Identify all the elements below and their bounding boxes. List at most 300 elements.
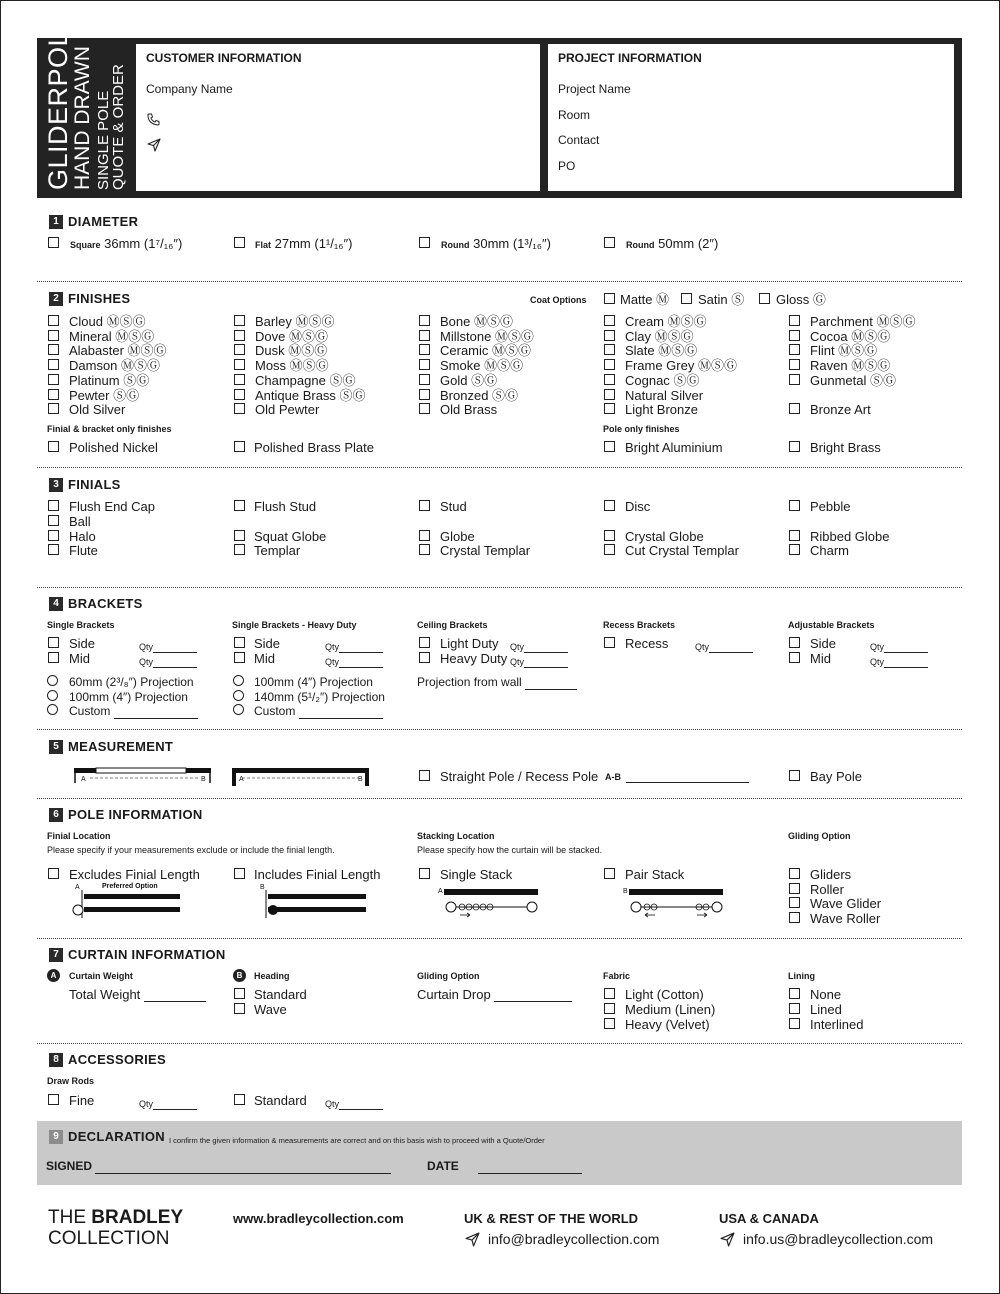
- fabric-option: Medium (Linen): [625, 1002, 716, 1017]
- finial-checkbox[interactable]: [789, 500, 800, 511]
- brand-vertical: [43, 12, 139, 190]
- stack-checkbox[interactable]: [604, 868, 615, 879]
- finial-option: Charm: [810, 543, 850, 558]
- finish-checkbox[interactable]: [234, 359, 245, 370]
- heading-option: Wave: [254, 1002, 287, 1017]
- fabric-checkbox[interactable]: [604, 988, 615, 999]
- finial-location-label: Finial Location: [47, 831, 111, 841]
- finish-checkbox[interactable]: [234, 315, 245, 326]
- finish-checkbox[interactable]: [234, 441, 245, 452]
- finish-option: Barley ⓂⓈⒼ: [255, 314, 335, 329]
- finish-option: Natural Silver: [625, 388, 704, 403]
- finish-option: Bronzed ⓈⒼ: [440, 388, 519, 403]
- bracket-mid-label: Mid: [810, 651, 831, 666]
- adjustable-brackets-label: Adjustable Brackets: [788, 620, 875, 630]
- heading-checkbox[interactable]: [234, 1003, 245, 1014]
- logo-bradley: BRADLEY: [91, 1207, 184, 1228]
- gliding-option: Wave Roller: [810, 911, 881, 926]
- stack-checkbox[interactable]: [419, 868, 430, 879]
- finish-option: Frame Grey ⓂⓈⒼ: [625, 358, 737, 373]
- lining-label: Lining: [788, 971, 815, 981]
- lining-option: None: [810, 987, 842, 1002]
- single-stack-label: Single Stack: [440, 867, 513, 882]
- finial-option: Stud: [440, 499, 467, 514]
- finish-option: Parchment ⓂⓈⒼ: [810, 314, 916, 329]
- finish-option: Ceramic ⓂⓈⒼ: [440, 343, 532, 358]
- finish-checkbox[interactable]: [234, 374, 245, 385]
- section-title-finials: FINIALS: [68, 477, 121, 492]
- finish-checkbox[interactable]: [234, 389, 245, 400]
- gliding-option: Gliders: [810, 867, 852, 882]
- measure-a-label: A: [239, 776, 244, 783]
- preferred-option-label: Preferred Option: [102, 883, 158, 890]
- finish-option: Raven ⓂⓈⒼ: [810, 358, 891, 373]
- section-title-diameter: DIAMETER: [68, 214, 139, 229]
- finial-option: Ball: [69, 514, 91, 529]
- finish-checkbox[interactable]: [789, 403, 800, 414]
- uk-label: UK & REST OF THE WORLD: [464, 1211, 639, 1226]
- finish-checkbox[interactable]: [604, 389, 615, 400]
- finial-checkbox[interactable]: [604, 544, 615, 555]
- qty-field[interactable]: Qty: [325, 640, 383, 653]
- gliding-option: Roller: [810, 882, 844, 897]
- finial-checkbox[interactable]: [604, 530, 615, 541]
- send-icon: [147, 138, 161, 152]
- finish-option: Champagne ⓈⒼ: [255, 373, 356, 388]
- curtain-drop-field[interactable]: Curtain Drop: [417, 987, 572, 1002]
- heading-checkbox[interactable]: [234, 988, 245, 999]
- finish-checkbox[interactable]: [604, 359, 615, 370]
- gliding-option-label: Gliding Option: [788, 831, 851, 841]
- gliding-checkbox[interactable]: [789, 868, 800, 879]
- us-email-link[interactable]: info.us@bradleycollection.com: [743, 1231, 934, 1247]
- room-label[interactable]: Room: [558, 108, 591, 122]
- coat-checkbox[interactable]: [759, 293, 770, 304]
- finial-option: Flute: [69, 543, 98, 558]
- projection-option: 60mm (2³/₈″) Projection: [69, 675, 194, 689]
- lining-checkbox[interactable]: [789, 1003, 800, 1014]
- section-number: 6: [49, 808, 63, 822]
- divider: [37, 467, 962, 468]
- bracket-checkbox[interactable]: [419, 637, 430, 648]
- standard-label: Standard: [254, 1093, 307, 1108]
- pair-stack-diagram: [621, 886, 731, 918]
- finial-location-note: Please specify if your measurements exclude or include the finial length.: [47, 845, 335, 855]
- finish-checkbox[interactable]: [604, 374, 615, 385]
- declaration-text: I confirm the given information & measurements are correct and on this basis wish to proceed with a Quote/Order: [169, 1136, 545, 1145]
- finish-checkbox[interactable]: [48, 315, 59, 326]
- total-weight-field[interactable]: Total Weight: [69, 987, 206, 1002]
- finish-option: Light Bronze: [625, 402, 698, 417]
- finial-option: Templar: [254, 543, 301, 558]
- finish-option: Cream ⓂⓈⒼ: [625, 314, 707, 329]
- lining-option: Interlined: [810, 1017, 864, 1032]
- measure-b-label: B: [358, 776, 363, 783]
- finial-option: Disc: [625, 499, 651, 514]
- section-number: 4: [49, 597, 63, 611]
- section-number: 2: [49, 292, 63, 306]
- recess-brackets-label: Recess Brackets: [603, 620, 676, 630]
- project-heading: PROJECT INFORMATION: [558, 51, 702, 65]
- curtain-weight-badge: A: [47, 969, 60, 982]
- coat-options-label: Coat Options: [530, 295, 587, 305]
- finial-checkbox[interactable]: [48, 515, 59, 526]
- website-link[interactable]: www.bradleycollection.com: [233, 1211, 404, 1226]
- finish-checkbox[interactable]: [48, 374, 59, 385]
- finish-checkbox[interactable]: [419, 315, 430, 326]
- stacking-location-note: Please specify how the curtain will be stacked.: [417, 845, 603, 855]
- projection-radio[interactable]: [233, 704, 244, 715]
- finial-option: Crystal Templar: [440, 543, 531, 558]
- finish-checkbox[interactable]: [604, 330, 615, 341]
- brand-doc: QUOTE & ORDER: [110, 64, 127, 190]
- diameter-checkbox[interactable]: [234, 237, 245, 248]
- single-brackets-label: Single Brackets: [47, 620, 115, 630]
- finial-checkbox[interactable]: [234, 500, 245, 511]
- diagram-a-label: A: [438, 888, 443, 895]
- finish-option: Cloud ⓂⓈⒼ: [69, 314, 146, 329]
- finial-checkbox[interactable]: [419, 500, 430, 511]
- finial-location-checkbox[interactable]: [234, 868, 245, 879]
- projection-radio[interactable]: [233, 690, 244, 701]
- finish-checkbox[interactable]: [789, 359, 800, 370]
- finish-checkbox[interactable]: [48, 359, 59, 370]
- projection-custom[interactable]: Custom: [254, 704, 383, 719]
- signed-field[interactable]: SIGNED: [46, 1159, 391, 1174]
- finish-checkbox[interactable]: [419, 374, 430, 385]
- heavy-duty-label: Heavy Duty: [440, 651, 508, 666]
- divider: [37, 587, 962, 588]
- qty-field[interactable]: Qty: [510, 640, 568, 653]
- curtain-weight-label: Curtain Weight: [69, 971, 133, 981]
- finish-option: Damson ⓂⓈⒼ: [69, 358, 161, 373]
- finish-checkbox[interactable]: [419, 389, 430, 400]
- section-number: 3: [49, 478, 63, 492]
- finial-location-checkbox[interactable]: [48, 868, 59, 879]
- heading-badge: B: [233, 969, 246, 982]
- finial-checkbox[interactable]: [604, 500, 615, 511]
- finish-option: Dove ⓂⓈⒼ: [255, 329, 328, 344]
- finish-option: Gunmetal ⓈⒼ: [810, 373, 896, 388]
- finish-option: Pewter ⓈⒼ: [69, 388, 140, 403]
- finial-bracket-only-label: Finial & bracket only finishes: [47, 424, 172, 434]
- single-stack-diagram: [436, 886, 546, 918]
- includes-label: Includes Finial Length: [254, 867, 381, 882]
- qty-field[interactable]: Qty: [139, 1097, 197, 1110]
- section-title-pole: POLE INFORMATION: [68, 807, 203, 822]
- finial-checkbox[interactable]: [419, 544, 430, 555]
- bracket-checkbox[interactable]: [604, 637, 615, 648]
- bay-pole-label: Bay Pole: [810, 769, 863, 784]
- uk-email-link[interactable]: info@bradleycollection.com: [488, 1231, 660, 1247]
- finial-checkbox[interactable]: [48, 544, 59, 555]
- diameter-checkbox[interactable]: [419, 237, 430, 248]
- section-title-finishes: FINISHES: [68, 291, 131, 306]
- bracket-side-label: Side: [69, 636, 96, 651]
- finish-option: Antique Brass ⓈⒼ: [255, 388, 366, 403]
- project-name-label[interactable]: Project Name: [558, 82, 631, 96]
- divider: [37, 938, 962, 939]
- finish-option: Bronze Art: [810, 402, 871, 417]
- section-title-declaration: DECLARATION: [68, 1129, 165, 1144]
- diameter-option: Square 36mm (1⁷/₁₆″): [70, 236, 183, 251]
- finish-option: Old Silver: [69, 402, 126, 417]
- bracket-checkbox[interactable]: [48, 652, 59, 663]
- gliding-checkbox[interactable]: [789, 883, 800, 894]
- pole-only-label: Pole only finishes: [603, 424, 680, 434]
- measurement-checkbox[interactable]: [419, 770, 430, 781]
- finish-option: Millstone ⓂⓈⒼ: [440, 329, 534, 344]
- bracket-mid-label: Mid: [69, 651, 90, 666]
- fabric-label: Fabric: [603, 971, 631, 981]
- section-number: 1: [49, 215, 63, 229]
- fabric-checkbox[interactable]: [604, 1018, 615, 1029]
- diagram-b-label: B: [260, 884, 265, 891]
- finial-checkbox[interactable]: [789, 530, 800, 541]
- gliding-checkbox[interactable]: [789, 912, 800, 923]
- finish-checkbox[interactable]: [48, 330, 59, 341]
- company-name-label[interactable]: Company Name: [146, 82, 233, 96]
- draw-rods-label: Draw Rods: [47, 1076, 95, 1086]
- projection-option: 140mm (5¹/₂″) Projection: [254, 690, 385, 704]
- draw-rod-checkbox[interactable]: [48, 1094, 59, 1105]
- qty-field[interactable]: Qty: [870, 640, 928, 653]
- curtain-gliding-label: Gliding Option: [417, 971, 480, 981]
- finish-option: Bone ⓂⓈⒼ: [440, 314, 513, 329]
- coat-option: Matte Ⓜ: [620, 292, 670, 307]
- projection-radio[interactable]: [47, 675, 58, 686]
- finish-option: Slate ⓂⓈⒼ: [625, 343, 698, 358]
- finish-option: Bright Aluminium: [625, 440, 723, 455]
- qty-field[interactable]: Qty: [695, 640, 753, 653]
- measurement-checkbox[interactable]: [789, 770, 800, 781]
- finial-checkbox[interactable]: [48, 530, 59, 541]
- straight-pole-label: Straight Pole / Recess Pole: [440, 769, 599, 784]
- section-title-measurement: MEASUREMENT: [68, 739, 174, 754]
- section-number: 7: [49, 948, 63, 962]
- bracket-side-label: Side: [254, 636, 281, 651]
- bracket-checkbox[interactable]: [789, 652, 800, 663]
- send-icon: [720, 1232, 735, 1247]
- date-field[interactable]: DATE: [427, 1159, 582, 1174]
- finial-checkbox[interactable]: [48, 500, 59, 511]
- finish-option: Polished Nickel: [69, 440, 158, 455]
- bracket-mid-label: Mid: [254, 651, 275, 666]
- finish-option: Old Brass: [440, 402, 498, 417]
- po-label[interactable]: PO: [558, 159, 576, 173]
- finish-option: Dusk ⓂⓈⒼ: [255, 343, 328, 358]
- finial-option: Halo: [69, 529, 96, 544]
- finish-checkbox[interactable]: [48, 403, 59, 414]
- finial-option: Pebble: [810, 499, 851, 514]
- finish-checkbox[interactable]: [789, 344, 800, 355]
- bracket-checkbox[interactable]: [419, 652, 430, 663]
- bracket-checkbox[interactable]: [234, 652, 245, 663]
- finial-option: Flush End Cap: [69, 499, 155, 514]
- bracket-checkbox[interactable]: [48, 637, 59, 648]
- gliding-checkbox[interactable]: [789, 897, 800, 908]
- qty-field[interactable]: Qty: [510, 655, 568, 668]
- finish-checkbox[interactable]: [419, 344, 430, 355]
- finial-checkbox[interactable]: [419, 530, 430, 541]
- finial-checkbox[interactable]: [234, 544, 245, 555]
- coat-checkbox[interactable]: [681, 293, 692, 304]
- ceiling-brackets-label: Ceiling Brackets: [417, 620, 488, 630]
- excludes-finial-diagram: [70, 880, 190, 920]
- section-title-accessories: ACCESSORIES: [68, 1052, 166, 1067]
- divider: [37, 729, 962, 730]
- fabric-option: Light (Cotton): [625, 987, 704, 1002]
- finish-checkbox[interactable]: [789, 374, 800, 385]
- section-number: 5: [49, 740, 63, 754]
- lining-checkbox[interactable]: [789, 1018, 800, 1029]
- finish-option: Polished Brass Plate: [254, 440, 374, 455]
- fabric-checkbox[interactable]: [604, 1003, 615, 1014]
- finish-checkbox[interactable]: [789, 315, 800, 326]
- send-icon: [465, 1232, 480, 1247]
- finish-checkbox[interactable]: [789, 330, 800, 341]
- measure-a-label: A: [81, 776, 86, 783]
- qty-field[interactable]: Qty: [325, 1097, 383, 1110]
- finish-checkbox[interactable]: [48, 389, 59, 400]
- finish-checkbox[interactable]: [419, 330, 430, 341]
- section-number: 8: [49, 1053, 63, 1067]
- section-title-curtain: CURTAIN INFORMATION: [68, 947, 226, 962]
- bracket-side-label: Side: [810, 636, 837, 651]
- finish-checkbox[interactable]: [419, 403, 430, 414]
- finish-checkbox[interactable]: [604, 403, 615, 414]
- diameter-checkbox[interactable]: [604, 237, 615, 248]
- projection-radio[interactable]: [47, 704, 58, 715]
- gliding-option: Wave Glider: [810, 896, 882, 911]
- divider: [37, 281, 962, 282]
- diagram-a-label: A: [75, 884, 80, 891]
- phone-icon: [147, 113, 160, 126]
- includes-finial-diagram: [256, 880, 376, 920]
- finish-checkbox[interactable]: [234, 330, 245, 341]
- section-number: 9: [49, 1130, 63, 1144]
- heading-label: Heading: [254, 971, 290, 981]
- logo-collection: COLLECTION: [48, 1228, 170, 1249]
- fine-label: Fine: [69, 1093, 95, 1108]
- finish-option: Mineral ⓂⓈⒼ: [69, 329, 155, 344]
- draw-rod-checkbox[interactable]: [234, 1094, 245, 1105]
- finish-option: Cognac ⓈⒼ: [625, 373, 700, 388]
- projection-radio[interactable]: [47, 690, 58, 701]
- brand-subtitle: HAND DRAWN: [71, 46, 94, 190]
- us-label: USA & CANADA: [719, 1211, 819, 1226]
- brand-title: GLIDERPOLE: [43, 12, 73, 190]
- lining-checkbox[interactable]: [789, 988, 800, 999]
- finial-option: Globe: [440, 529, 475, 544]
- straight-pole-diagram: [232, 766, 372, 788]
- heading-option: Standard: [254, 987, 307, 1002]
- heavy-brackets-label: Single Brackets - Heavy Duty: [232, 620, 357, 630]
- finial-option: Flush Stud: [254, 499, 317, 514]
- divider: [37, 798, 962, 799]
- projection-option: 100mm (4″) Projection: [254, 675, 373, 689]
- finish-option: Bright Brass: [810, 440, 881, 455]
- bracket-checkbox[interactable]: [234, 637, 245, 648]
- coat-checkbox[interactable]: [604, 293, 615, 304]
- finish-option: Clay ⓂⓈⒼ: [625, 329, 694, 344]
- finish-checkbox[interactable]: [604, 344, 615, 355]
- excludes-label: Excludes Finial Length: [69, 867, 200, 882]
- finish-option: Cocoa ⓂⓈⒼ: [810, 329, 891, 344]
- finial-option: Cut Crystal Templar: [625, 543, 739, 558]
- ab-label: A-B: [605, 772, 621, 782]
- diameter-option: Round 50mm (2″): [626, 236, 719, 251]
- stacking-location-label: Stacking Location: [417, 831, 495, 841]
- finish-checkbox[interactable]: [419, 359, 430, 370]
- projection-custom[interactable]: Custom: [69, 704, 198, 719]
- projection-option: 100mm (4″) Projection: [69, 690, 188, 704]
- finish-checkbox[interactable]: [48, 344, 59, 355]
- qty-field[interactable]: Qty: [325, 655, 383, 668]
- diameter-option: Round 30mm (1³/₁₆″): [441, 236, 551, 251]
- qty-field[interactable]: Qty: [139, 655, 197, 668]
- finish-option: Moss ⓂⓈⒼ: [255, 358, 329, 373]
- customer-heading: CUSTOMER INFORMATION: [146, 51, 302, 65]
- coat-option: Gloss Ⓖ: [776, 292, 826, 307]
- diameter-option: Flat 27mm (1¹/₁₆″): [255, 236, 353, 251]
- finish-checkbox[interactable]: [604, 441, 615, 452]
- finish-option: Platinum ⓈⒼ: [69, 373, 150, 388]
- finish-checkbox[interactable]: [234, 344, 245, 355]
- measure-b-label: B: [201, 776, 206, 783]
- recess-label: Recess: [625, 636, 669, 651]
- finial-option: Crystal Globe: [625, 529, 704, 544]
- ab-field[interactable]: [626, 770, 749, 783]
- diagram-b-label: B: [623, 888, 628, 895]
- lining-option: Lined: [810, 1002, 842, 1017]
- recess-pole-diagram: [74, 766, 214, 786]
- declaration-panel: [37, 1121, 962, 1185]
- finial-option: Ribbed Globe: [810, 529, 890, 544]
- finish-option: Smoke ⓂⓈⒼ: [440, 358, 524, 373]
- contact-label[interactable]: Contact: [558, 133, 600, 147]
- light-duty-label: Light Duty: [440, 636, 499, 651]
- finish-checkbox[interactable]: [789, 441, 800, 452]
- finish-option: Gold ⓈⒼ: [440, 373, 498, 388]
- section-title-brackets: BRACKETS: [68, 596, 143, 611]
- qty-field[interactable]: Qty: [139, 640, 197, 653]
- logo-the: THE: [48, 1207, 86, 1228]
- finish-checkbox[interactable]: [48, 441, 59, 452]
- fabric-option: Heavy (Velvet): [625, 1017, 710, 1032]
- finish-option: Flint ⓂⓈⒼ: [810, 343, 878, 358]
- finish-checkbox[interactable]: [604, 315, 615, 326]
- finish-checkbox[interactable]: [234, 403, 245, 414]
- coat-option: Satin Ⓢ: [698, 292, 745, 307]
- project-panel: [548, 44, 954, 191]
- projection-radio[interactable]: [233, 675, 244, 686]
- customer-panel: [136, 44, 540, 191]
- brand-type: SINGLE POLE: [95, 90, 112, 190]
- divider: [37, 1043, 962, 1044]
- finial-option: Squat Globe: [254, 529, 327, 544]
- bracket-checkbox[interactable]: [789, 637, 800, 648]
- projection-from-wall[interactable]: Projection from wall: [417, 675, 577, 690]
- qty-field[interactable]: Qty: [870, 655, 928, 668]
- finial-checkbox[interactable]: [234, 530, 245, 541]
- diameter-checkbox[interactable]: [48, 237, 59, 248]
- pair-stack-label: Pair Stack: [625, 867, 685, 882]
- finish-option: Old Pewter: [255, 402, 320, 417]
- finial-checkbox[interactable]: [789, 544, 800, 555]
- footer-logo: [48, 1207, 183, 1228]
- finish-option: Alabaster ⓂⓈⒼ: [69, 343, 167, 358]
